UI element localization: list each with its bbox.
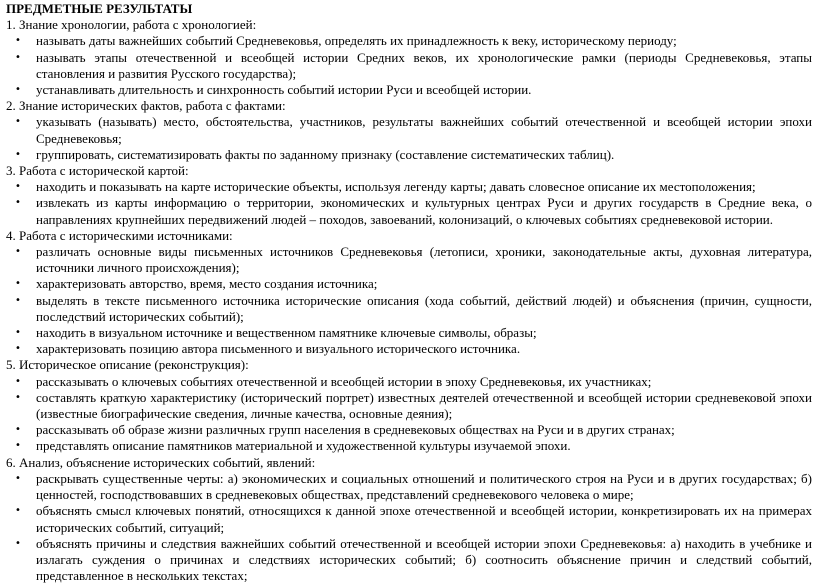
list-item-text: представлять описание памятников материальной и художественной культуры изучаемой эпохи.	[36, 438, 571, 454]
list-item	[6, 195, 812, 227]
bullet-icon: •	[15, 375, 21, 387]
bullet-icon: •	[15, 246, 21, 258]
list-item-text: рассказывать об образе жизни различных групп населения в средневековых обществах на Руси и в других странах;	[36, 422, 675, 438]
list-item-text: выделять в тексте письменного источника исторические описания (хода событий, действий людей) и объяснения (причин, сущности, последствий исторических событий);	[36, 292, 812, 324]
list-item	[6, 438, 812, 454]
list-item-text: объяснять причины и следствия важнейших событий отечественной и всеобщей истории эпохи Средневековья: а) находить в учебнике и излагать суждения о причинах и следствиях исторических событий; б) соотносить объяснение причин и следствий событий, представленное в нескольких текстах;	[36, 535, 812, 584]
list-item	[6, 147, 812, 163]
list-item	[6, 471, 812, 503]
bullet-icon: •	[15, 181, 21, 193]
list-item	[6, 325, 812, 341]
bullet-icon: •	[15, 35, 21, 47]
list-item-text: характеризовать позицию автора письменного и визуального исторического источника.	[36, 341, 521, 357]
bullet-icon: •	[15, 294, 21, 306]
list-item	[6, 341, 812, 357]
bullet-icon: •	[15, 537, 21, 549]
section-4	[6, 228, 812, 358]
bullet-icon: •	[15, 197, 21, 209]
list-item-text: раскрывать существенные черты: а) экономических и социальных отношений и политического строя на Руси и в других государствах; б) ценностей, господствовавших в средневековых обществах, представлений средневекового человека о мире;	[36, 470, 812, 503]
bullet-list	[6, 179, 812, 228]
list-item	[6, 179, 812, 195]
list-item	[6, 114, 812, 146]
bullet-icon: •	[15, 84, 21, 96]
section-1	[6, 17, 812, 98]
bullet-list	[6, 114, 812, 163]
bullet-icon: •	[15, 327, 21, 339]
bullet-icon: •	[15, 278, 21, 290]
bullet-icon: •	[15, 472, 21, 484]
section-3	[6, 163, 812, 228]
bullet-list	[6, 33, 812, 98]
section-6	[6, 455, 812, 584]
section-5	[6, 357, 812, 454]
list-item-text: различать основные виды письменных источников Средневековья (летописи, хроники, законодательные акты, духовная литература, источники личного происхождения);	[36, 244, 812, 276]
list-item-text: группировать, систематизировать факты по заданному признаку (составление систематических таблиц).	[36, 146, 615, 162]
list-item	[6, 50, 812, 82]
bullet-list	[6, 374, 812, 455]
bullet-icon: •	[15, 424, 21, 436]
list-item-text: находить в визуальном источнике и вещественном памятнике ключевые символы, образы;	[36, 325, 537, 341]
list-item-text: указывать (называть) место, обстоятельства, участников, результаты важнейших событий отечественной и всеобщей истории эпохи Средневековья;	[36, 114, 812, 146]
document-title: ПРЕДМЕТНЫЕ РЕЗУЛЬТАТЫ	[6, 1, 193, 16]
bullet-list	[6, 471, 812, 584]
list-item	[6, 293, 812, 325]
list-item-text: называть даты важнейших событий Средневековья, определять их принадлежность к веку, историческому периоду;	[36, 33, 677, 49]
document-page	[0, 1, 816, 584]
list-item-text: характеризовать авторство, время, место создания источника;	[36, 276, 378, 292]
bullet-list	[6, 244, 812, 357]
section-heading: 1. Знание хронологии, работа с хронологией:	[6, 17, 257, 33]
list-item-text: устанавливать длительность и синхронность событий истории Руси и всеобщей истории.	[36, 82, 532, 98]
list-item	[6, 536, 812, 584]
section-heading: 4. Работа с историческими источниками:	[6, 227, 233, 243]
section-heading: 6. Анализ, объяснение исторических событий, явлений:	[6, 454, 316, 470]
list-item	[6, 244, 812, 276]
list-item	[6, 276, 812, 292]
section-heading: 5. Историческое описание (реконструкция):	[6, 357, 249, 373]
list-item-text: объяснять смысл ключевых понятий, относящихся к данной эпохе отечественной и всеобщей истории, конкретизировать их на примерах исторических событий, ситуаций;	[36, 503, 812, 535]
list-item-text: рассказывать о ключевых событиях отечественной и всеобщей истории в эпоху Средневековья, их участниках;	[36, 373, 652, 389]
section-heading: 2. Знание исторических фактов, работа с фактами:	[6, 98, 286, 114]
bullet-icon: •	[15, 51, 21, 63]
list-item-text: находить и показывать на карте исторические объекты, используя легенду карты; давать словесное описание их местоположения;	[36, 179, 756, 195]
bullet-icon: •	[15, 440, 21, 452]
bullet-icon: •	[15, 343, 21, 355]
list-item	[6, 422, 812, 438]
list-item	[6, 503, 812, 535]
list-item-text: извлекать из карты информацию о территории, экономических и культурных центрах Руси и других государств в Средние века, о направлениях крупнейших передвижений людей – походов, завоеваний, колонизаций, о ключевых событиях средневековой истории.	[36, 195, 812, 227]
bullet-icon: •	[15, 116, 21, 128]
list-item	[6, 374, 812, 390]
list-item	[6, 390, 812, 422]
list-item-text: составлять краткую характеристику (исторический портрет) известных деятелей отечественной и всеобщей истории средневековой эпохи (известные биографические сведения, личные качества, основные деяния);	[36, 389, 812, 422]
section-2	[6, 98, 812, 163]
bullet-icon: •	[15, 505, 21, 517]
list-item-text: называть этапы отечественной и всеобщей истории Средних веков, их хронологические рамки (периоды Средневековья, этапы становления и развития Русского государства);	[36, 49, 812, 81]
list-item	[6, 82, 812, 98]
sections-container	[6, 17, 812, 584]
bullet-icon: •	[15, 391, 21, 403]
list-item	[6, 33, 812, 49]
bullet-icon: •	[15, 148, 21, 160]
section-heading: 3. Работа с исторической картой:	[6, 163, 189, 179]
